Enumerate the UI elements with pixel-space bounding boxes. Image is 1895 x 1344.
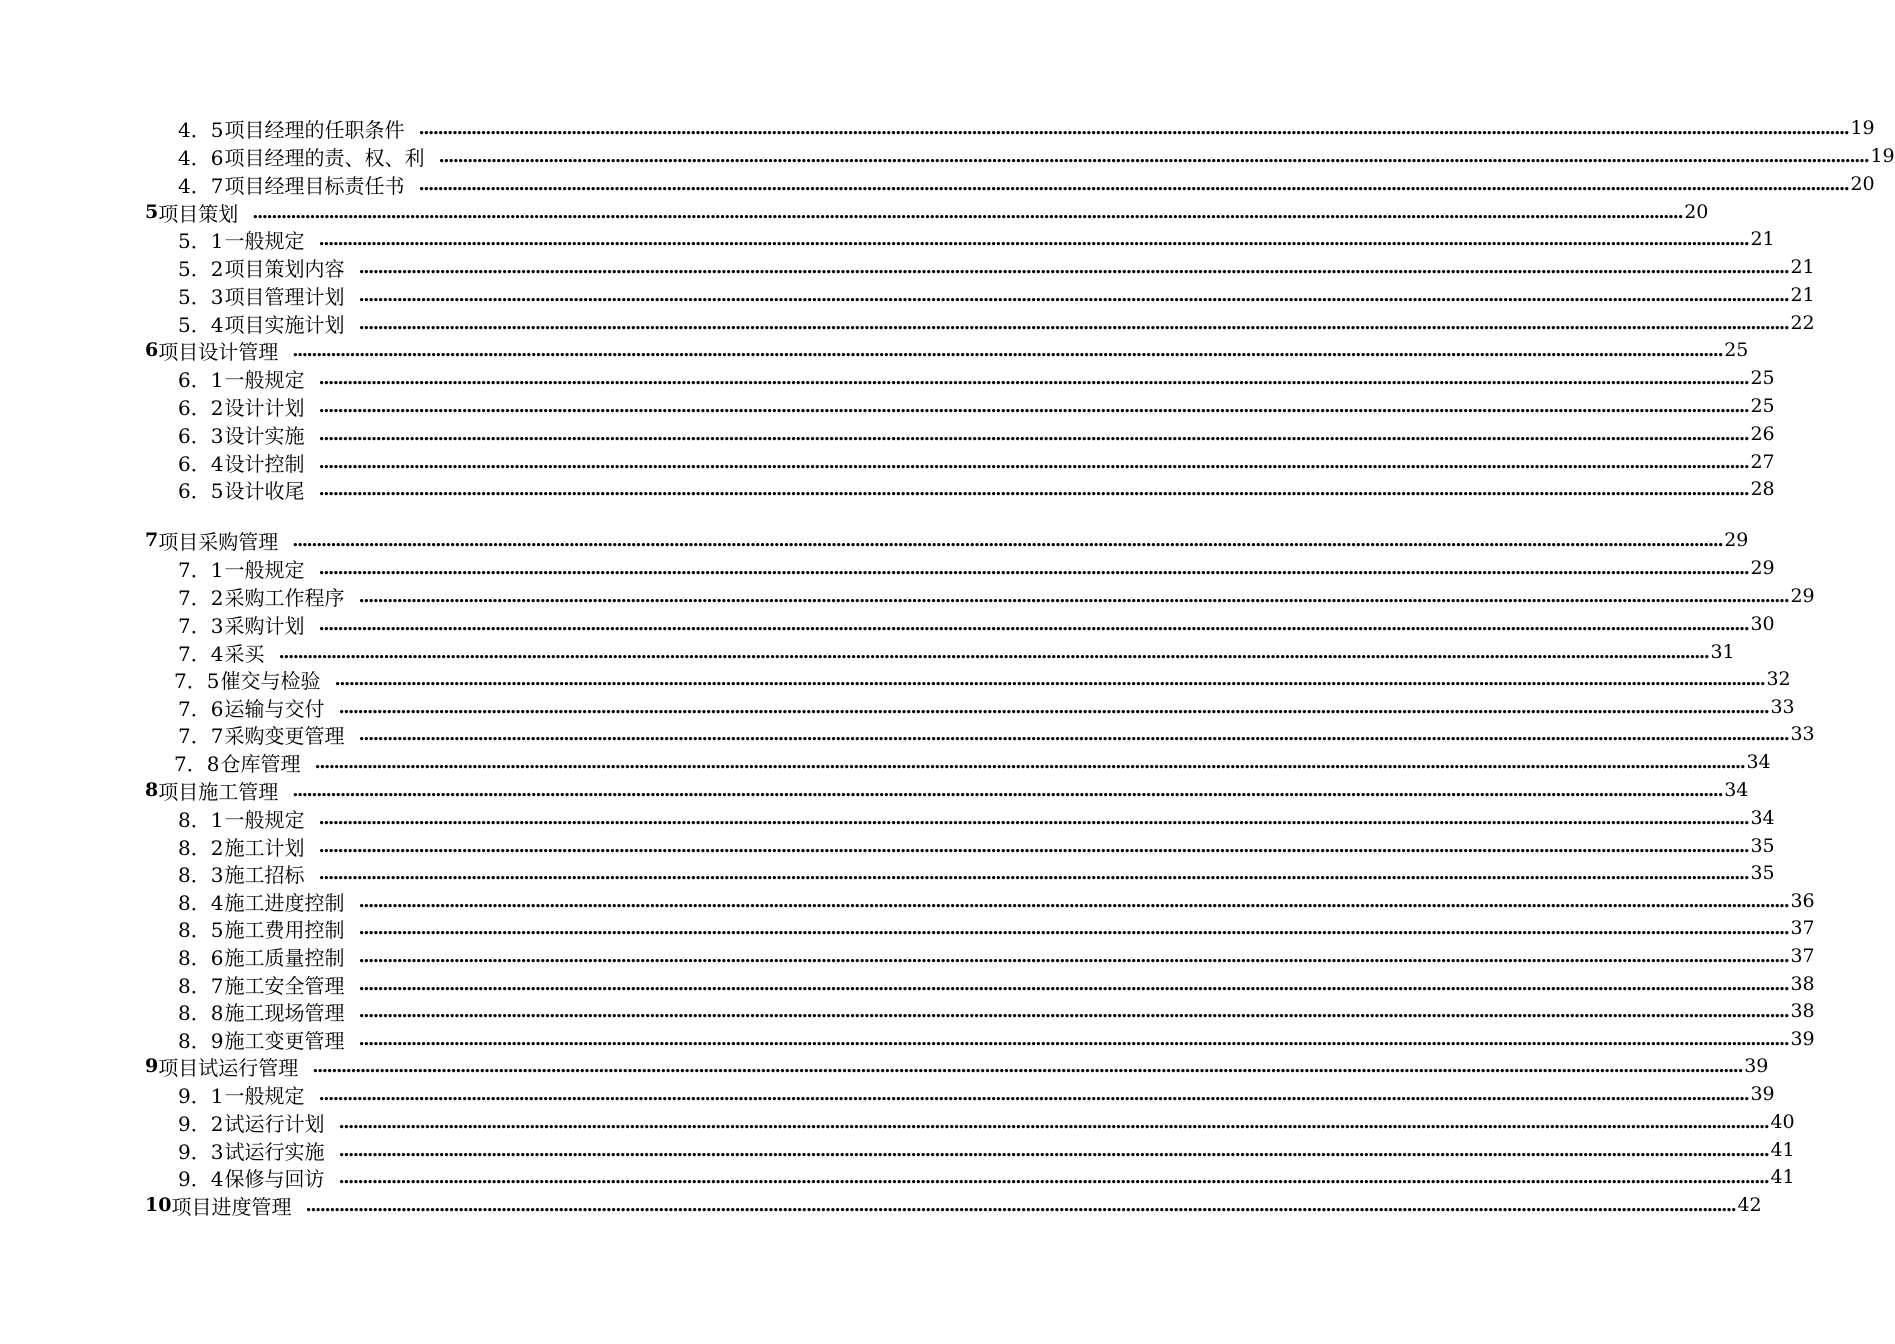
toc-entry-title: 项目试运行管理 xyxy=(158,1055,299,1080)
toc-entry-title: 试运行实施 xyxy=(224,1139,325,1164)
toc-page-number: 29 xyxy=(1790,585,1815,607)
toc-chapter-entry xyxy=(145,526,1749,554)
toc-section-entry xyxy=(178,170,1875,198)
toc-dot-leader: ............................................................................................................................................................................................................................................................................................................ xyxy=(292,339,1723,361)
toc-dot-leader: ............................................................................................................................................................................................................................................................................................................ xyxy=(318,395,1749,417)
toc-page-number: 41 xyxy=(1770,1166,1795,1188)
toc-entry-title: 项目设计管理 xyxy=(158,339,279,364)
toc-entry-number: 9 xyxy=(145,1055,159,1077)
toc-entry-title: 催交与检验 xyxy=(220,668,321,693)
toc-dot-leader: ............................................................................................................................................................................................................................................................................................................ xyxy=(318,367,1749,389)
toc-dot-leader: ............................................................................................................................................................................................................................................................................................................ xyxy=(318,1083,1749,1105)
toc-section-entry xyxy=(178,693,1795,721)
toc-entry-number: 9．1 xyxy=(178,1083,224,1108)
toc-entry-number: 8．2 xyxy=(178,835,224,860)
toc-entry-title: 设计计划 xyxy=(224,395,305,420)
toc-entry-title: 设计收尾 xyxy=(224,478,305,503)
toc-dot-leader: ............................................................................................................................................................................................................................................................................................................ xyxy=(314,751,1745,773)
toc-dot-leader: ............................................................................................................................................................................................................................................................................................................ xyxy=(318,557,1749,579)
toc-page-number: 38 xyxy=(1790,973,1815,995)
toc-page-number: 33 xyxy=(1790,723,1815,745)
toc-dot-leader: ............................................................................................................................................................................................................................................................................................................ xyxy=(318,835,1749,857)
toc-entry-number: 7 xyxy=(145,529,159,551)
toc-section-entry xyxy=(178,859,1775,887)
toc-dot-leader: ............................................................................................................................................................................................................................................................................................................ xyxy=(358,585,1789,607)
toc-dot-leader: ............................................................................................................................................................................................................................................................................................................ xyxy=(318,807,1749,829)
toc-page-number: 39 xyxy=(1790,1028,1815,1050)
toc-section-entry xyxy=(178,448,1775,476)
toc-entry-title: 施工变更管理 xyxy=(224,1028,345,1053)
toc-entry-title: 项目管理计划 xyxy=(224,284,345,309)
toc-entry-title: 一般规定 xyxy=(224,557,305,582)
toc-entry-number: 7．5 xyxy=(174,668,220,693)
toc-dot-leader: ............................................................................................................................................................................................................................................................................................................ xyxy=(358,945,1789,967)
toc-section-entry xyxy=(178,1025,1815,1053)
toc-dot-leader: ............................................................................................................................................................................................................................................................................................................ xyxy=(418,173,1849,195)
toc-dot-leader: ............................................................................................................................................................................................................................................................................................................ xyxy=(318,613,1749,635)
toc-dot-leader: ............................................................................................................................................................................................................................................................................................................ xyxy=(318,862,1749,884)
toc-entry-number: 7．7 xyxy=(178,723,224,748)
toc-section-entry xyxy=(178,253,1815,281)
toc-entry-title: 设计控制 xyxy=(224,451,305,476)
toc-section-entry xyxy=(178,610,1775,638)
toc-page-number: 25 xyxy=(1750,395,1775,417)
toc-entry-number: 6．4 xyxy=(178,451,224,476)
toc-entry-number: 6．5 xyxy=(178,478,224,503)
toc-entry-title: 施工计划 xyxy=(224,835,305,860)
toc-entry-title: 一般规定 xyxy=(224,1083,305,1108)
toc-dot-leader: ............................................................................................................................................................................................................................................................................................................ xyxy=(278,641,1709,663)
toc-dot-leader: ............................................................................................................................................................................................................................................................................................................ xyxy=(358,312,1789,334)
toc-page-number: 29 xyxy=(1750,557,1775,579)
toc-page-number: 35 xyxy=(1750,835,1775,857)
toc-page-number: 34 xyxy=(1724,779,1749,801)
toc-section-entry xyxy=(178,914,1815,942)
toc-section-entry xyxy=(178,1080,1775,1108)
toc-entry-title: 一般规定 xyxy=(224,367,305,392)
toc-entry-number: 5．2 xyxy=(178,256,224,281)
toc-entry-title: 采购工作程序 xyxy=(224,585,345,610)
toc-entry-title: 采购变更管理 xyxy=(224,723,345,748)
toc-entry-number: 10 xyxy=(145,1194,172,1216)
toc-page-number: 20 xyxy=(1850,173,1875,195)
toc-dot-leader: ............................................................................................................................................................................................................................................................................................................ xyxy=(358,973,1789,995)
toc-entry-title: 施工招标 xyxy=(224,862,305,887)
toc-page-number: 25 xyxy=(1750,367,1775,389)
toc-section-entry xyxy=(178,420,1775,448)
toc-section-entry xyxy=(178,942,1815,970)
toc-section-entry xyxy=(178,392,1775,420)
toc-page-number: 32 xyxy=(1766,668,1791,690)
toc-page-number: 26 xyxy=(1750,423,1775,445)
toc-entry-title: 项目进度管理 xyxy=(171,1194,292,1219)
toc-section-entry xyxy=(178,281,1815,309)
toc-section-entry xyxy=(178,582,1815,610)
toc-page-number: 37 xyxy=(1790,917,1815,939)
toc-entry-number: 6．3 xyxy=(178,423,224,448)
toc-dot-leader: ............................................................................................................................................................................................................................................................................................................ xyxy=(358,284,1789,306)
toc-page-number: 27 xyxy=(1750,451,1775,473)
toc-dot-leader: ............................................................................................................................................................................................................................................................................................................ xyxy=(338,1139,1769,1161)
toc-page-number: 22 xyxy=(1790,312,1815,334)
toc-dot-leader: ............................................................................................................................................................................................................................................................................................................ xyxy=(334,668,1765,690)
toc-entry-title: 仓库管理 xyxy=(220,751,301,776)
toc-dot-leader: ............................................................................................................................................................................................................................................................................................................ xyxy=(338,1111,1769,1133)
toc-page-number: 21 xyxy=(1790,284,1815,306)
toc-section-entry xyxy=(178,309,1815,337)
toc-dot-leader: ............................................................................................................................................................................................................................................................................................................ xyxy=(418,117,1849,139)
toc-section-entry xyxy=(174,748,1771,776)
toc-dot-leader: ............................................................................................................................................................................................................................................................................................................ xyxy=(252,201,1683,223)
toc-entry-title: 运输与交付 xyxy=(224,696,325,721)
toc-page-number: 20 xyxy=(1684,201,1709,223)
toc-section-entry xyxy=(174,665,1791,693)
toc-entry-number: 7．8 xyxy=(174,751,220,776)
toc-entry-number: 7．4 xyxy=(178,641,224,666)
toc-section-entry xyxy=(178,887,1815,915)
toc-entry-title: 项目经理的责、权、利 xyxy=(224,145,425,170)
toc-page-number: 37 xyxy=(1790,945,1815,967)
toc-entry-number: 4．6 xyxy=(178,145,224,170)
toc-section-entry xyxy=(178,1136,1795,1164)
toc-entry-title: 保修与回访 xyxy=(224,1166,325,1191)
toc-entry-title: 施工费用控制 xyxy=(224,917,345,942)
toc-dot-leader: ............................................................................................................................................................................................................................................................................................................ xyxy=(358,1028,1789,1050)
toc-dot-leader: ............................................................................................................................................................................................................................................................................................................ xyxy=(338,696,1769,718)
toc-entry-title: 施工进度控制 xyxy=(224,890,345,915)
toc-section-entry xyxy=(178,554,1775,582)
toc-page-number: 28 xyxy=(1750,478,1775,500)
toc-entry-title: 项目策划内容 xyxy=(224,256,345,281)
toc-page-number: 36 xyxy=(1790,890,1815,912)
toc-entry-title: 项目实施计划 xyxy=(224,312,345,337)
toc-entry-title: 施工质量控制 xyxy=(224,945,345,970)
toc-entry-title: 采买 xyxy=(224,641,265,666)
toc-entry-number: 8．8 xyxy=(178,1000,224,1025)
toc-entry-number: 7．2 xyxy=(178,585,224,610)
toc-entry-number: 8．3 xyxy=(178,862,224,887)
toc-page-number: 25 xyxy=(1724,339,1749,361)
toc-entry-number: 5．1 xyxy=(178,228,224,253)
toc-dot-leader: ............................................................................................................................................................................................................................................................................................................ xyxy=(338,1166,1769,1188)
toc-entry-number: 8．4 xyxy=(178,890,224,915)
toc-entry-title: 设计实施 xyxy=(224,423,305,448)
toc-page-number: 19 xyxy=(1870,145,1895,167)
toc-page-number: 40 xyxy=(1770,1111,1795,1133)
toc-dot-leader: ............................................................................................................................................................................................................................................................................................................ xyxy=(358,890,1789,912)
toc-entry-number: 8．7 xyxy=(178,973,224,998)
toc-page-number: 29 xyxy=(1724,529,1749,551)
toc-page-number: 34 xyxy=(1746,751,1771,773)
toc-dot-leader: ............................................................................................................................................................................................................................................................................................................ xyxy=(358,917,1789,939)
toc-entry-number: 8．6 xyxy=(178,945,224,970)
toc-chapter-entry xyxy=(145,1052,1769,1080)
toc-entry-title: 采购计划 xyxy=(224,613,305,638)
toc-dot-leader: ............................................................................................................................................................................................................................................................................................................ xyxy=(318,451,1749,473)
toc-section-entry xyxy=(178,1108,1795,1136)
toc-page-number: 21 xyxy=(1790,256,1815,278)
toc-entry-title: 施工安全管理 xyxy=(224,973,345,998)
toc-entry-number: 9．2 xyxy=(178,1111,224,1136)
toc-section-entry xyxy=(178,475,1775,503)
toc-entry-number: 7．3 xyxy=(178,613,224,638)
toc-dot-leader: ............................................................................................................................................................................................................................................................................................................ xyxy=(312,1055,1743,1077)
toc-section-entry xyxy=(178,364,1775,392)
toc-chapter-entry xyxy=(145,776,1749,804)
toc-dot-leader: ............................................................................................................................................................................................................................................................................................................ xyxy=(292,529,1723,551)
toc-dot-leader: ............................................................................................................................................................................................................................................................................................................ xyxy=(305,1194,1736,1216)
toc-section-entry xyxy=(178,114,1875,142)
toc-section-entry xyxy=(178,997,1815,1025)
toc-entry-number: 8．1 xyxy=(178,807,224,832)
toc-entry-number: 5 xyxy=(145,201,159,223)
toc-entry-title: 项目经理的任职条件 xyxy=(224,117,405,142)
toc-dot-leader: ............................................................................................................................................................................................................................................................................................................ xyxy=(358,1000,1789,1022)
toc-dot-leader: ............................................................................................................................................................................................................................................................................................................ xyxy=(318,423,1749,445)
toc-entry-number: 9．3 xyxy=(178,1139,224,1164)
toc-dot-leader: ............................................................................................................................................................................................................................................................................................................ xyxy=(358,723,1789,745)
toc-page-number: 34 xyxy=(1750,807,1775,829)
toc-section-entry xyxy=(178,638,1735,666)
toc-page-number: 19 xyxy=(1850,117,1875,139)
toc-chapter-entry xyxy=(145,198,1709,226)
toc-entry-number: 7．1 xyxy=(178,557,224,582)
toc-entry-number: 5．4 xyxy=(178,312,224,337)
toc-page-number: 41 xyxy=(1770,1139,1795,1161)
toc-entry-number: 8 xyxy=(145,779,159,801)
toc-section-entry xyxy=(178,804,1775,832)
toc-entry-number: 4．5 xyxy=(178,117,224,142)
toc-entry-title: 一般规定 xyxy=(224,228,305,253)
toc-chapter-entry xyxy=(145,336,1749,364)
toc-entry-number: 6．2 xyxy=(178,395,224,420)
toc-section-entry xyxy=(178,225,1775,253)
toc-section-entry xyxy=(178,832,1775,860)
toc-entry-number: 6 xyxy=(145,339,159,361)
toc-dot-leader: ............................................................................................................................................................................................................................................................................................................ xyxy=(358,256,1789,278)
toc-page-number: 39 xyxy=(1744,1055,1769,1077)
toc-dot-leader: ............................................................................................................................................................................................................................................................................................................ xyxy=(318,478,1749,500)
toc-section-entry xyxy=(178,142,1895,170)
toc-section-entry xyxy=(178,970,1815,998)
toc-entry-number: 9．4 xyxy=(178,1166,224,1191)
toc-entry-number: 7．6 xyxy=(178,696,224,721)
toc-entry-number: 8．9 xyxy=(178,1028,224,1053)
toc-entry-title: 项目策划 xyxy=(158,201,239,226)
toc-entry-number: 8．5 xyxy=(178,917,224,942)
toc-dot-leader: ............................................................................................................................................................................................................................................................................................................ xyxy=(292,779,1723,801)
toc-entry-title: 一般规定 xyxy=(224,807,305,832)
toc-entry-title: 项目施工管理 xyxy=(158,779,279,804)
toc-entry-title: 试运行计划 xyxy=(224,1111,325,1136)
toc-page-number: 30 xyxy=(1750,613,1775,635)
toc-entry-title: 项目采购管理 xyxy=(158,529,279,554)
toc-entry-number: 4．7 xyxy=(178,173,224,198)
toc-page-number: 39 xyxy=(1750,1083,1775,1105)
toc-page-number: 33 xyxy=(1770,696,1795,718)
toc-section-entry xyxy=(178,720,1815,748)
toc-page-number: 35 xyxy=(1750,862,1775,884)
toc-page-number: 42 xyxy=(1737,1194,1762,1216)
toc-entry-number: 5．3 xyxy=(178,284,224,309)
toc-page-number: 38 xyxy=(1790,1000,1815,1022)
toc-dot-leader: ............................................................................................................................................................................................................................................................................................................ xyxy=(438,145,1869,167)
toc-page-number: 31 xyxy=(1710,641,1735,663)
toc-entry-title: 施工现场管理 xyxy=(224,1000,345,1025)
toc-dot-leader: ............................................................................................................................................................................................................................................................................................................ xyxy=(318,228,1749,250)
toc-section-entry xyxy=(178,1163,1795,1191)
toc-page-number: 21 xyxy=(1750,228,1775,250)
toc-chapter-entry xyxy=(145,1191,1762,1219)
toc-entry-title: 项目经理目标责任书 xyxy=(224,173,405,198)
toc-entry-number: 6．1 xyxy=(178,367,224,392)
